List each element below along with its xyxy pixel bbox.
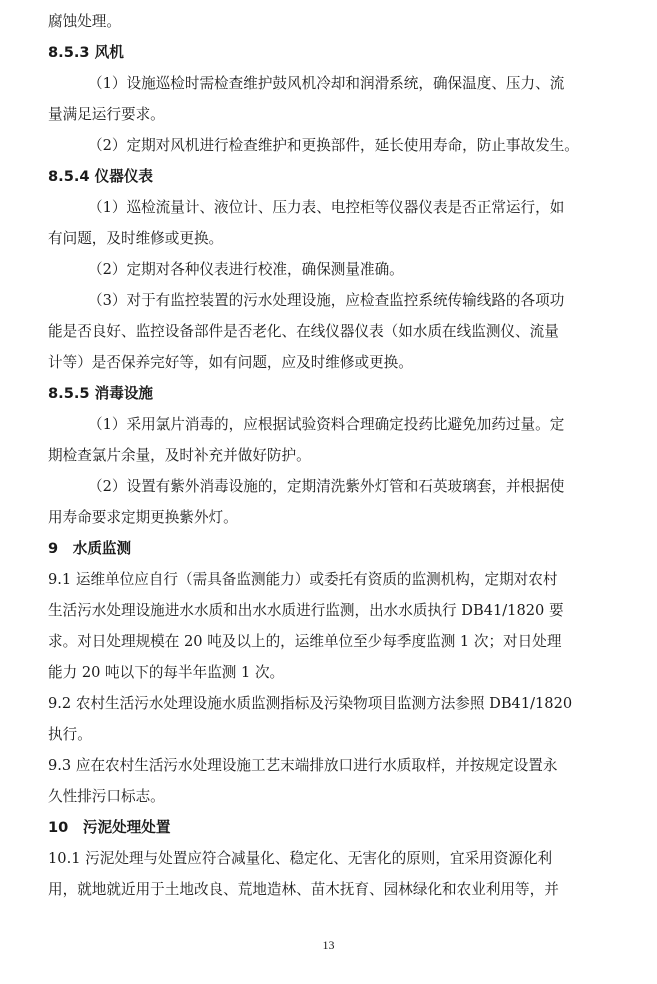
text-line: 用，就地就近用于土地改良、荒地造林、苗木抚育、园林绿化和农业利用等，并 <box>48 881 559 898</box>
text-line: 9.2 农村生活污水处理设施水质监测指标及污染物项目监测方法参照 DB41/1820 <box>48 695 573 712</box>
text-line: 腐蚀处理。 <box>48 13 121 30</box>
text-line: 计等）是否保养完好等，如有问题，应及时维修或更换。 <box>48 354 413 371</box>
text-line: （1）巡检流量计、液位计、压力表、电控柜等仪器仪表是否正常运行，如 <box>88 199 565 216</box>
section-heading: 8.5.3 风机 <box>48 44 124 61</box>
text-line: （3）对于有监控装置的污水处理设施，应检查监控系统传输线路的各项功 <box>88 292 565 309</box>
text-line: 用寿命要求定期更换紫外灯。 <box>48 509 238 526</box>
text-line: （1）采用氯片消毒的，应根据试验资料合理确定投药比避免加药过量。定 <box>88 416 565 433</box>
text-line: 能力 20 吨以下的每半年监测 1 次。 <box>48 664 285 681</box>
text-line: 期检查氯片余量，及时补充并做好防护。 <box>48 447 311 464</box>
text-line: （2）定期对风机进行检查维护和更换部件，延长使用寿命，防止事故发生。 <box>88 137 579 154</box>
text-line: 10.1 污泥处理与处置应符合减量化、稳定化、无害化的原则，宜采用资源化利 <box>48 850 553 867</box>
text-line: （2）设置有紫外消毒设施的，定期清洗紫外灯管和石英玻璃套，并根据使 <box>88 478 565 495</box>
text-line: 久性排污口标志。 <box>48 788 165 805</box>
text-line: 有问题，及时维修或更换。 <box>48 230 224 247</box>
text-line: 9.1 运维单位应自行（需具备监测能力）或委托有资质的监测机构，定期对农村 <box>48 571 558 588</box>
text-line: 执行。 <box>48 726 92 743</box>
page-number: 13 <box>322 938 335 952</box>
text-line: 生活污水处理设施进水水质和出水水质进行监测，出水水质执行 DB41/1820 要 <box>48 602 564 619</box>
text-line: （1）设施巡检时需检查维护鼓风机冷却和润滑系统，确保温度、压力、流 <box>88 75 565 92</box>
text-line: 求。对日处理规模在 20 吨及以上的，运维单位至少每季度监测 1 次；对日处理 <box>48 633 562 650</box>
text-line: 9.3 应在农村生活污水处理设施工艺末端排放口进行水质取样，并按规定设置永 <box>48 757 558 774</box>
text-line: 能是否良好、监控设备部件是否老化、在线仪器仪表（如水质在线监测仪、流量 <box>48 323 559 340</box>
section-heading: 10 污泥处理处置 <box>48 819 171 836</box>
text-line: （2）定期对各种仪表进行校准，确保测量准确。 <box>88 261 404 278</box>
section-heading: 8.5.5 消毒设施 <box>48 385 154 402</box>
section-heading: 8.5.4 仪器仪表 <box>48 168 154 185</box>
text-line: 量满足运行要求。 <box>48 106 165 123</box>
document-body <box>48 6 604 905</box>
section-heading: 9 水质监测 <box>48 540 132 557</box>
